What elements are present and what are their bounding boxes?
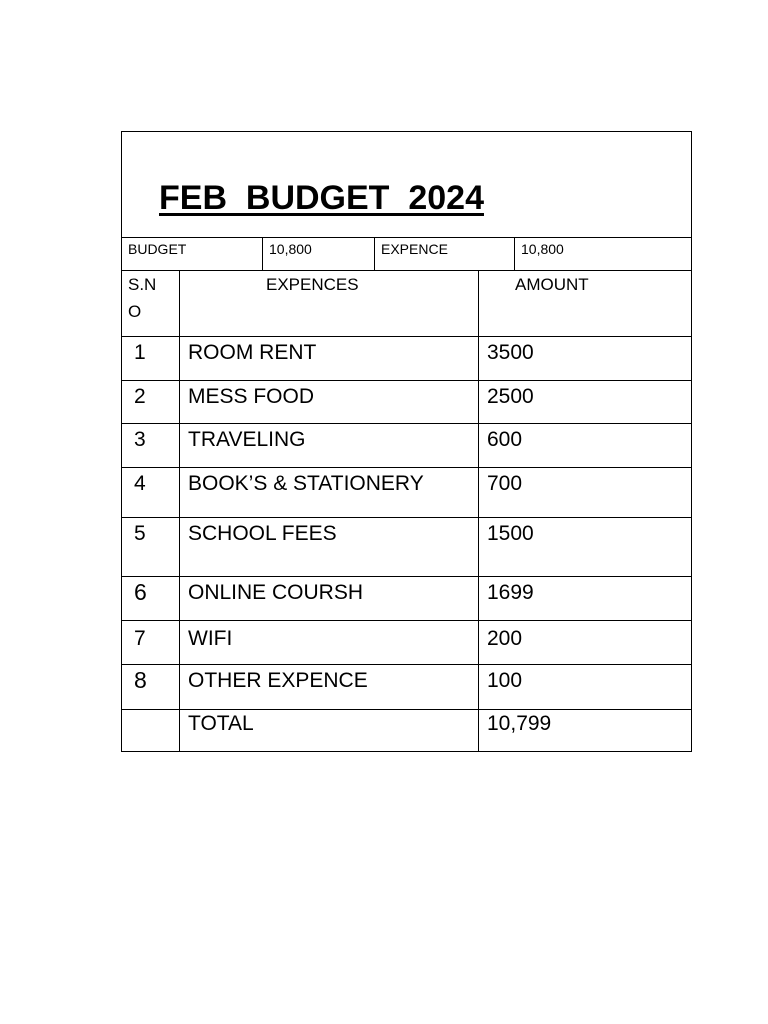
table-row — [122, 621, 691, 665]
amount-value: 2500 — [487, 385, 534, 408]
sno-cell — [122, 518, 179, 576]
total-label-cell — [179, 710, 478, 751]
sno-value: 5 — [134, 522, 146, 545]
item-cell — [179, 381, 478, 423]
sno-value: 8 — [134, 667, 147, 693]
item-cell — [179, 337, 478, 380]
sno-value: 2 — [134, 385, 146, 408]
item-name: WIFI — [188, 627, 233, 650]
summary-row — [122, 237, 691, 271]
table-row — [122, 665, 691, 710]
sno-cell — [122, 381, 179, 423]
amount-value: 1699 — [487, 581, 534, 604]
sno-cell — [122, 468, 179, 517]
sno-header-line1: S.N — [128, 275, 157, 294]
sno-cell — [122, 577, 179, 620]
total-amount: 10,799 — [487, 712, 552, 735]
amount-cell — [478, 337, 691, 380]
table-row — [122, 518, 691, 577]
sno-header-line2: O — [128, 302, 142, 321]
item-name: SCHOOL FEES — [188, 522, 337, 545]
item-name: MESS FOOD — [188, 385, 315, 408]
table-row — [122, 424, 691, 468]
amount-value: 700 — [487, 472, 523, 495]
sno-cell — [122, 337, 179, 380]
table-row — [122, 337, 691, 381]
budget-label: BUDGET — [128, 241, 187, 257]
item-cell — [179, 621, 478, 664]
amount-cell — [478, 424, 691, 467]
item-name: ROOM RENT — [188, 341, 317, 364]
sno-value: 6 — [134, 579, 147, 605]
sno-value: 4 — [134, 472, 146, 495]
item-name: ONLINE COURSH — [188, 581, 364, 604]
amount-value: 100 — [487, 669, 523, 692]
sno-cell — [122, 710, 179, 751]
item-cell — [179, 468, 478, 517]
item-name: OTHER EXPENCE — [188, 669, 368, 692]
amount-cell — [478, 621, 691, 664]
item-cell — [179, 577, 478, 620]
amount-cell — [478, 468, 691, 517]
total-amount-cell — [478, 710, 691, 751]
budget-label-cell — [122, 237, 262, 270]
total-label: TOTAL — [188, 712, 254, 735]
title-box — [122, 132, 691, 238]
table-row — [122, 468, 691, 518]
item-name: TRAVELING — [188, 428, 306, 451]
expense-value: 10,800 — [521, 241, 564, 257]
budget-value: 10,800 — [269, 241, 312, 257]
amount-header-cell — [478, 271, 691, 336]
sno-cell — [122, 424, 179, 467]
amount-cell — [478, 518, 691, 576]
sno-header-cell — [122, 271, 179, 336]
item-name: BOOK’S & STATIONERY — [188, 472, 424, 495]
amount-value: 3500 — [487, 341, 534, 364]
item-cell — [179, 518, 478, 576]
sno-value: 1 — [134, 341, 146, 364]
item-cell — [179, 665, 478, 709]
expences-header-cell — [179, 271, 478, 336]
budget-value-cell — [262, 237, 374, 270]
total-row — [122, 710, 691, 751]
amount-value: 1500 — [487, 522, 534, 545]
sno-value: 7 — [134, 627, 146, 650]
amount-cell — [478, 577, 691, 620]
expences-header: EXPENCES — [266, 275, 359, 294]
table-row — [122, 577, 691, 621]
expense-value-cell — [514, 237, 691, 270]
sno-value: 3 — [134, 428, 146, 451]
amount-header: AMOUNT — [515, 275, 589, 294]
item-cell — [179, 424, 478, 467]
sno-cell — [122, 621, 179, 664]
table-row — [122, 381, 691, 424]
amount-value: 200 — [487, 627, 523, 650]
column-header-row — [122, 271, 691, 337]
expense-label-cell — [374, 237, 514, 270]
page-title: FEB BUDGET 2024 — [159, 179, 484, 217]
amount-cell — [478, 665, 691, 709]
expense-label: EXPENCE — [381, 241, 448, 257]
budget-table — [121, 131, 692, 752]
amount-value: 600 — [487, 428, 523, 451]
amount-cell — [478, 381, 691, 423]
sno-cell — [122, 665, 179, 709]
